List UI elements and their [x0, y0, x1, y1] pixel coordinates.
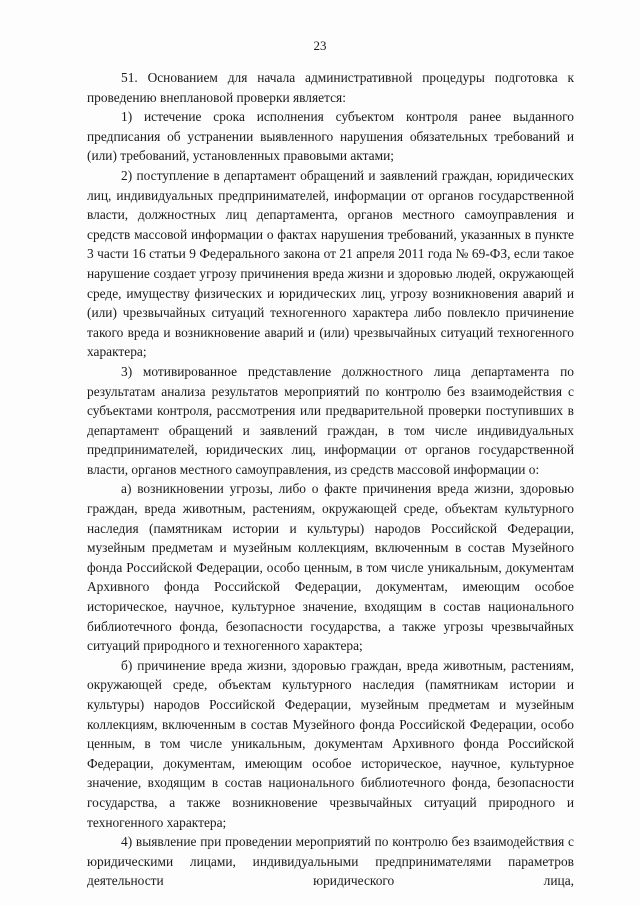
document-body	[87, 68, 574, 891]
paragraph-subitem-b: б) причинение вреда жизни, здоровью граждан, вреда животным, растениям, окружающей среде, объектам культурного наследия (памятникам истории и культуры) народов Российской Федерации, музейным предметам и музейным коллекциям, включенным в состав Музейного фонда Российской Федерации, особо ценным, в том числе уникальным, документам Архивного фонда Российской Федерации, документам, имеющим особое историческое, научное, культурное значение, входящим в состав национального библиотечного фонда, безопасности государства, а также возникновение чрезвычайных ситуаций природного и техногенного характера;	[87, 657, 574, 830]
page-number: 23	[313, 38, 327, 53]
paragraph-item-3: 3) мотивированное представление должностного лица департамента по результатам анализа результатов мероприятий по контролю без взаимодействия с субъектами контроля, рассмотрения или предварительной проверки поступивших в департамент обращений и заявлений граждан, в том числе индивидуальных предпринимателей, юридических лиц, информации от органов государственной власти, органов местного самоуправления, из средств массовой информации о:	[87, 363, 574, 477]
paragraph-item-4: 4) выявление при проведении мероприятий по контролю без взаимодействия с юридическими лицами, индивидуальными предпринимателями параметров деятельности юридического лица,	[87, 834, 574, 889]
paragraph-subitem-a: а) возникновении угрозы, либо о факте причинения вреда жизни, здоровью граждан, вреда животным, растениям, окружающей среде, объектам культурного наследия (памятникам истории и культуры) народов Российской Федерации, музейным предметам и музейным коллекциям, включенным в состав Музейного фонда Российской Федерации, особо ценным, в том числе уникальным, документам Архивного фонда Российской Федерации, документам, имеющим особое историческое, научное, культурное значение, входящим в состав национального библиотечного фонда, безопасности государства, а также угрозы чрезвычайных ситуаций природного и техногенного характера;	[87, 481, 574, 654]
paragraph-item-2: 2) поступление в департамент обращений и заявлений граждан, юридических лиц, индивидуальных предпринимателей, информации от органов государственной власти, должностных лиц департамента, органов местного самоуправления и средств массовой информации о фактах нарушения требований, указанных в пункте 3 части 16 статьи 9 Федерального закона от 21 апреля 2011 года № 69-ФЗ, если такое нарушение создает угрозу причинения вреда жизни и здоровью людей, окружающей среде, имуществу физических и юридических лиц, угрозу возникновения аварий и (или) чрезвычайных ситуаций техногенного характера либо повлекло причинение такого вреда и возникновение аварий и (или) чрезвычайных ситуаций техногенного характера;	[87, 167, 574, 360]
paragraph-item-1: 1) истечение срока исполнения субъектом контроля ранее выданного предписания об устранении выявленного нарушения обязательных требований и (или) требований, установленных правовыми актами;	[87, 109, 574, 164]
paragraph-51-intro: 51. Основанием для начала административной процедуры подготовка к проведению внеплановой проверки является:	[87, 70, 574, 105]
